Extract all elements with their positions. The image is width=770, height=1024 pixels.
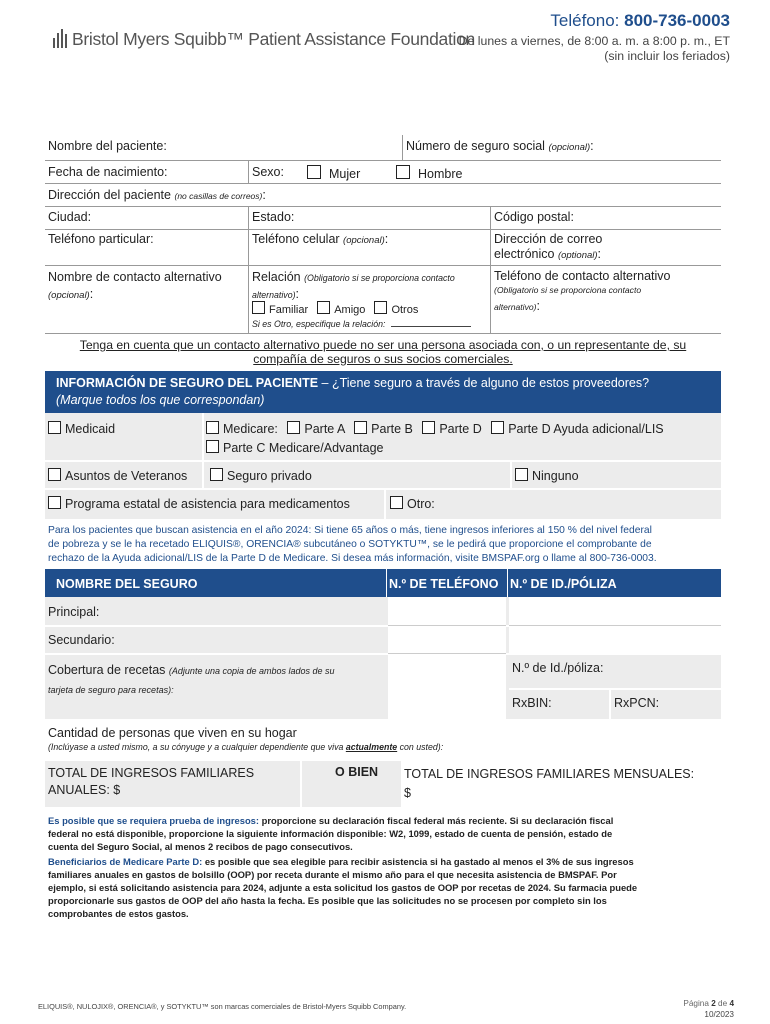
rx-note: (Adjunte una copia de ambos lados de su [168,666,335,676]
proof-line-2: federal no está disponible, proporcione la siguiente información disponible: W2, 1099, estado de cuenta de pensión, estado de [48,828,613,839]
none-checkbox[interactable] [515,468,579,483]
rx-label: Cobertura de recetas [48,663,166,677]
alt-name-colon: : [89,287,94,301]
household-note-post: con usted): [399,742,444,752]
home-phone-field[interactable]: Teléfono particular: [48,232,154,246]
rx-note-2: tarjeta de seguro para recetas): [48,685,174,695]
male-checkbox[interactable] [396,165,462,181]
primary-insurance-field[interactable]: Principal: [48,605,100,619]
state-field[interactable]: Estado: [252,210,295,224]
part-a-checkbox[interactable] [287,422,344,436]
annual-income-label: TOTAL DE INGRESOS FAMILIARES [48,766,255,780]
annual-income-field[interactable] [48,765,254,799]
medicaid-checkbox[interactable] [48,421,115,436]
annual-income-label-2: ANUALES: $ [48,783,121,797]
medicare-checkbox[interactable] [206,422,278,436]
relation-label: Relación [252,270,301,284]
trademark-footer: ELIQUIS®, NULOJIX®, ORENCIA®, y SOTYKTU™ son marcas comerciales de Bristol-Myers Squibb Company. [38,1002,407,1011]
checkbox-icon [317,301,330,314]
email-colon: : [597,247,602,261]
col-id-policy: N.º DE ID./PÓLIZA [510,577,617,591]
address-colon: : [262,188,266,202]
partd-line-3: ejemplo, si está solicitando asistencia para 2024, adjunte a esta solicitud los gastos de OOP por recetas de 2024. Su farmacia puede [48,882,638,893]
alt-phone-note-2: alternativo) [494,302,537,312]
insurance-section-header [45,371,721,413]
friend-label: Amigo [334,304,366,316]
alt-contact-phone-field[interactable] [494,269,671,314]
veterans-checkbox[interactable] [48,468,187,483]
rxpcn-field[interactable]: RxPCN: [614,696,660,710]
alt-phone-label: Teléfono de contacto alternativo [494,269,671,283]
household-count-field[interactable]: Cantidad de personas que viven en su hogar [48,726,297,740]
other-specify-label: Si es Otro, especifique la relación: [252,319,386,329]
logo-text: Bristol Myers Squibb™ Patient Assistance Foundation [72,29,475,49]
state-program-label: Programa estatal de asistencia para medicamentos [65,497,350,511]
rx-id-policy-field[interactable]: N.º de Id./póliza: [512,661,604,675]
none-label: Ninguno [532,469,579,483]
ssn-label: Número de seguro social [406,139,545,153]
male-label: Hombre [418,167,463,181]
proof-of-income-paragraph [48,814,613,853]
checkbox-icon [422,421,435,434]
checkbox-icon [354,421,367,434]
city-field[interactable]: Ciudad: [48,210,92,224]
page-total: 4 [729,999,734,1008]
relation-colon: : [295,287,300,301]
proof-line-3: cuenta del Seguro Social, al menos 2 recibos de pago consecutivos. [48,841,353,852]
cell-colon: : [384,232,389,246]
medicare-partd-paragraph [48,855,637,920]
insurance-question: – ¿Tiene seguro a través de alguno de estos proveedores? [318,376,650,390]
form-date: 10/2023 [704,1010,734,1019]
partd-line-4: proporcionarle sus gastos de OOP del año hasta la fecha. Es posible que las solicitudes no se procesen por completo sin los [48,895,607,906]
female-label: Mujer [329,167,361,181]
partd-lead: Beneficiarios de Medicare Parte D: [48,856,203,867]
eligibility-note [48,524,657,566]
monthly-income-label: TOTAL DE INGRESOS FAMILIARES MENSUALES: [404,767,695,781]
alt-phone-note: (Obligatorio si se proporciona contacto [494,285,642,295]
partd-line-5: comprobantes de estos gastos. [48,908,189,919]
part-b-checkbox[interactable] [354,422,413,436]
cell-optional: (opcional) [343,235,385,246]
secondary-insurance-field[interactable]: Secundario: [48,633,115,647]
email-label-2: electrónico [494,247,555,261]
others-label: Otros [391,304,419,316]
page-pre: Página [683,999,712,1008]
part-a-label: Parte A [304,422,345,436]
part-d-checkbox[interactable] [422,422,481,436]
friend-checkbox[interactable] [317,304,365,316]
page-current: 2 [711,999,716,1008]
proof-lead: Es posible que se requiera prueba de ingresos: [48,815,260,826]
state-program-checkbox[interactable] [48,496,350,511]
page-number [683,999,734,1008]
veterans-label: Asuntos de Veteranos [65,469,188,483]
insurance-title: INFORMACIÓN DE SEGURO DEL PACIENTE [56,376,319,390]
or-label: O BIEN [335,765,379,779]
relation-note-2: alternativo) [252,290,296,300]
insurance-subtitle: (Marque todos los que correspondan) [56,393,265,407]
specify-underline [391,326,471,327]
page-mid: de [715,999,730,1008]
household-note [48,742,443,752]
cell-phone-field[interactable] [252,232,388,246]
patient-name-field[interactable]: Nombre del paciente: [48,139,167,153]
phone-label: Teléfono: [550,11,620,30]
col-insurance-name: NOMBRE DEL SEGURO [56,577,198,591]
alt-phone-colon: : [536,299,540,313]
col-phone: N.º DE TELÉFONO [389,577,499,591]
proof-line-1: proporcione su declaración fiscal federal más reciente. Si su declaración fiscal [259,815,614,826]
note-line-1: Para los pacientes que buscan asistencia en el año 2024: Si tiene 65 años o más, tiene ingresos inferiores al 150 % del nivel federal [48,525,652,536]
checkbox-icon [48,421,61,434]
medicare-row [206,421,664,436]
phone-number: 800-736-0003 [624,11,730,30]
checkbox-icon [491,421,504,434]
address-label: Dirección del paciente [48,188,171,202]
cell-label: Teléfono celular [252,232,340,246]
ssn-optional: (opcional) [548,142,591,153]
email-optional: (optional) [557,250,598,261]
family-label: Familiar [269,304,309,316]
private-insurance-checkbox[interactable] [210,468,312,483]
female-checkbox[interactable] [307,165,360,181]
dob-field[interactable]: Fecha de nacimiento: [48,165,168,179]
rxbin-field[interactable]: RxBIN: [512,696,552,710]
checkbox-icon [307,165,321,179]
other-relation-specify[interactable] [252,319,471,329]
checkbox-icon [210,468,223,481]
ssn-field[interactable] [406,139,594,153]
checkbox-icon [48,496,61,509]
part-d-lis-checkbox[interactable] [491,422,663,436]
part-b-label: Parte B [371,422,413,436]
hours-line-2: (sin incluir los feriados) [604,49,730,63]
phone-line [550,11,730,31]
hours-line-1: De lunes a viernes, de 8:00 a. m. a 8:00 p. m., ET [458,34,730,48]
part-c-label: Parte C Medicare/Advantage [223,441,384,455]
checkbox-icon [515,468,528,481]
medicare-label: Medicare: [223,422,278,436]
notice-line-1: Tenga en cuenta que un contacto alternativo puede no ser una persona asociada con, o un representante de, su [79,338,687,352]
rx-coverage-field[interactable] [48,661,335,700]
other-insurance-checkbox[interactable] [390,496,435,511]
checkbox-icon [206,440,219,453]
family-checkbox[interactable] [252,304,308,316]
others-checkbox[interactable] [374,304,418,316]
medicaid-label: Medicaid [65,422,116,436]
relation-note: (Obligatorio si se proporciona contacto [304,273,455,283]
relation-field [252,269,455,303]
checkbox-icon [252,301,265,314]
email-field[interactable] [494,232,602,263]
ssn-colon: : [590,139,594,153]
checkbox-icon [396,165,410,179]
address-note: (no casillas de correos) [174,191,263,201]
checkbox-icon [287,421,300,434]
sex-label: Sexo: [252,165,284,179]
note-line-3: rechazo de la Ayuda adicional/LIS de la Parte D de Medicare. Si desea más información, visite BMSPAF.org o llame al 800-736-0003. [48,553,657,564]
part-d-label: Parte D [439,422,482,436]
monthly-income-field[interactable] [404,765,694,803]
monthly-income-label-2: $ [404,786,411,800]
relation-options [252,301,418,316]
other-label: Otro: [407,497,435,511]
notice-line-2: compañía de seguros o sus socios comerciales. [253,352,513,366]
zip-field[interactable]: Código postal: [494,210,574,224]
bms-logo-icon [52,28,70,50]
part-c-checkbox[interactable] [206,440,384,455]
partd-line-2: familiares anuales en gastos de bolsillo (OOP) por receta durante el mismo año para el que necesita asistencia de BMSPAF. Por [48,869,617,880]
alt-contact-notice [45,338,721,366]
email-label: Dirección de correo [494,232,603,246]
note-line-2: de pobreza y se le ha recetado ELIQUIS®, ORENCIA® subcutáneo o SOTYKTU™, se le pedirá que proporcione el comprobante de [48,539,652,550]
checkbox-icon [206,421,219,434]
alt-name-optional: (opcional) [48,290,90,301]
part-d-lis-label: Parte D Ayuda adicional/LIS [508,422,664,436]
partd-line-1: es posible que sea elegible para recibir asistencia si ha gastado al menos el 3% de sus ingresos [202,856,634,867]
checkbox-icon [48,468,61,481]
alt-contact-name-field[interactable] [48,269,222,304]
alt-name-label: Nombre de contacto alternativo [48,270,222,284]
household-note-pre: (Inclúyase a usted mismo, a su cónyuge y a cualquier dependiente que viva [48,742,344,752]
private-label: Seguro privado [227,469,312,483]
address-field[interactable] [48,188,266,202]
household-note-emphasis: actualmente [345,742,398,752]
checkbox-icon [374,301,387,314]
checkbox-icon [390,496,403,509]
insurance-table-header [45,569,721,597]
